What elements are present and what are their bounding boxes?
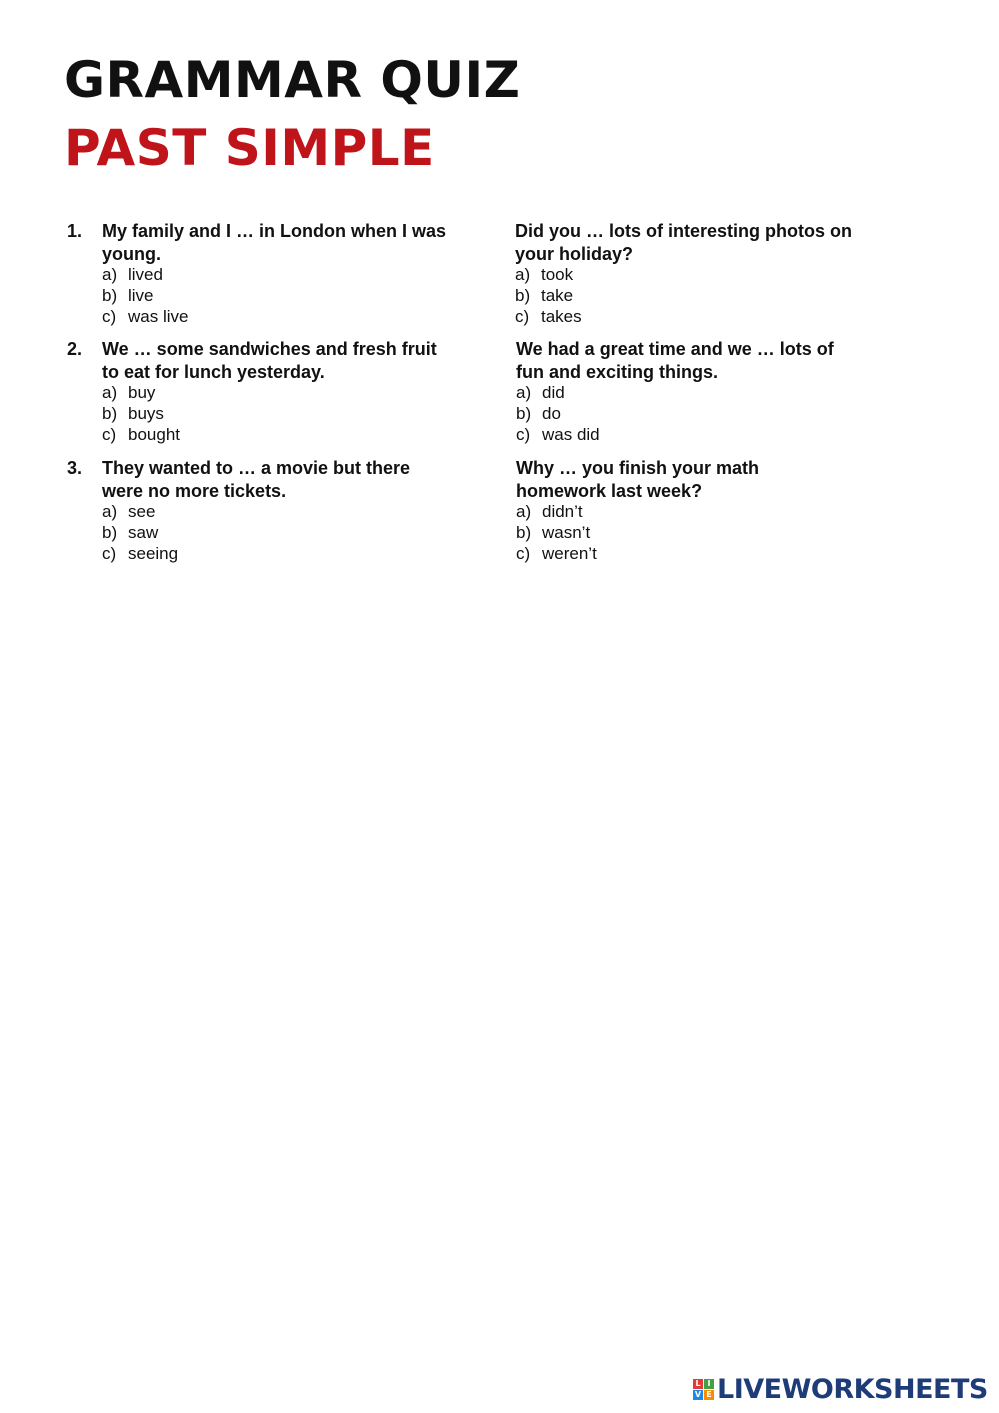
question-5 — [516, 338, 856, 445]
answer-option-c[interactable] — [516, 425, 856, 446]
quiz-title: GRAMMAR QUIZ — [64, 51, 521, 109]
answer-option-a[interactable] — [516, 502, 816, 523]
question-3 — [67, 457, 452, 564]
answer-option-a[interactable] — [102, 265, 452, 286]
answer-option-a[interactable] — [102, 383, 452, 404]
quiz-subtitle: PAST SIMPLE — [64, 119, 435, 177]
option-letter: c) — [102, 543, 117, 563]
answer-option-a[interactable] — [516, 383, 856, 404]
option-letter: b) — [516, 403, 532, 423]
logo-tile: E — [704, 1390, 714, 1400]
option-letter: c) — [516, 424, 531, 444]
answer-option-c[interactable] — [102, 544, 452, 565]
option-letter: c) — [102, 424, 117, 444]
option-letter: c) — [516, 543, 531, 563]
option-letter: a) — [515, 265, 531, 284]
option-letter: b) — [102, 403, 118, 423]
question-6 — [516, 457, 816, 564]
option-text: seeing — [128, 543, 179, 563]
option-text: saw — [128, 522, 159, 542]
option-text: lived — [128, 265, 163, 284]
option-text: bought — [128, 424, 180, 444]
answer-options — [102, 383, 452, 445]
logo-tile: V — [694, 1390, 702, 1399]
question-stem: We … some sandwiches and fresh fruit to eat for lunch yesterday. — [102, 339, 437, 382]
answer-option-a[interactable] — [515, 265, 865, 286]
option-text: didn’t — [542, 502, 583, 521]
answer-option-b[interactable] — [102, 523, 452, 544]
option-text: takes — [541, 306, 582, 326]
logo-tile: I — [704, 1379, 714, 1389]
option-text: take — [541, 285, 574, 305]
answer-option-c[interactable] — [516, 544, 816, 565]
option-letter: a) — [516, 383, 532, 402]
answer-option-b[interactable] — [516, 404, 856, 425]
option-letter: c) — [515, 306, 530, 326]
answer-option-b[interactable] — [516, 523, 816, 544]
question-number: 2. — [67, 339, 83, 359]
question-stem: They wanted to … a movie but there were no more tickets. — [102, 458, 411, 501]
answer-option-b[interactable] — [515, 286, 865, 307]
option-text: did — [542, 383, 565, 402]
question-stem: Why … you finish your math homework last week? — [516, 458, 760, 501]
option-text: was live — [128, 306, 189, 326]
answer-option-a[interactable] — [102, 502, 452, 523]
option-letter: a) — [102, 265, 118, 284]
answer-option-b[interactable] — [102, 404, 452, 425]
answer-options — [102, 502, 452, 564]
option-text: weren’t — [542, 543, 597, 563]
question-number: 3. — [67, 458, 83, 478]
option-letter: c) — [102, 306, 117, 326]
question-1 — [67, 220, 452, 327]
question-4 — [515, 220, 865, 327]
option-letter: a) — [102, 383, 118, 402]
answer-option-c[interactable] — [515, 307, 865, 328]
answer-options — [516, 383, 856, 445]
question-stem: My family and I … in London when I was young. — [102, 221, 447, 264]
option-text: buys — [128, 403, 164, 423]
logo-tile: L — [693, 1379, 703, 1389]
liveworksheets-logo-icon — [693, 1379, 714, 1400]
question-number: 1. — [67, 221, 83, 241]
question-2 — [67, 338, 452, 445]
option-text: took — [541, 265, 574, 284]
liveworksheets-logo[interactable] — [693, 1374, 988, 1405]
answer-option-c[interactable] — [102, 425, 452, 446]
answer-option-b[interactable] — [102, 286, 452, 307]
option-letter: a) — [516, 502, 532, 521]
option-text: do — [542, 403, 561, 423]
option-text: was did — [542, 424, 600, 444]
question-stem: Did you … lots of interesting photos on your holiday? — [515, 221, 852, 264]
logo-text: LIVEWORKSHEETS — [717, 1374, 988, 1405]
option-letter: b) — [515, 285, 531, 305]
option-text: buy — [128, 383, 156, 402]
answer-option-c[interactable] — [102, 307, 452, 328]
option-text: wasn’t — [542, 522, 591, 542]
option-letter: b) — [102, 522, 118, 542]
option-letter: b) — [102, 285, 118, 305]
question-stem: We had a great time and we … lots of fun and exciting things. — [516, 339, 834, 382]
option-text: see — [128, 502, 156, 521]
option-text: live — [128, 285, 154, 305]
option-letter: a) — [102, 502, 118, 521]
answer-options — [102, 265, 452, 327]
answer-options — [516, 502, 816, 564]
option-letter: b) — [516, 522, 532, 542]
answer-options — [515, 265, 865, 327]
